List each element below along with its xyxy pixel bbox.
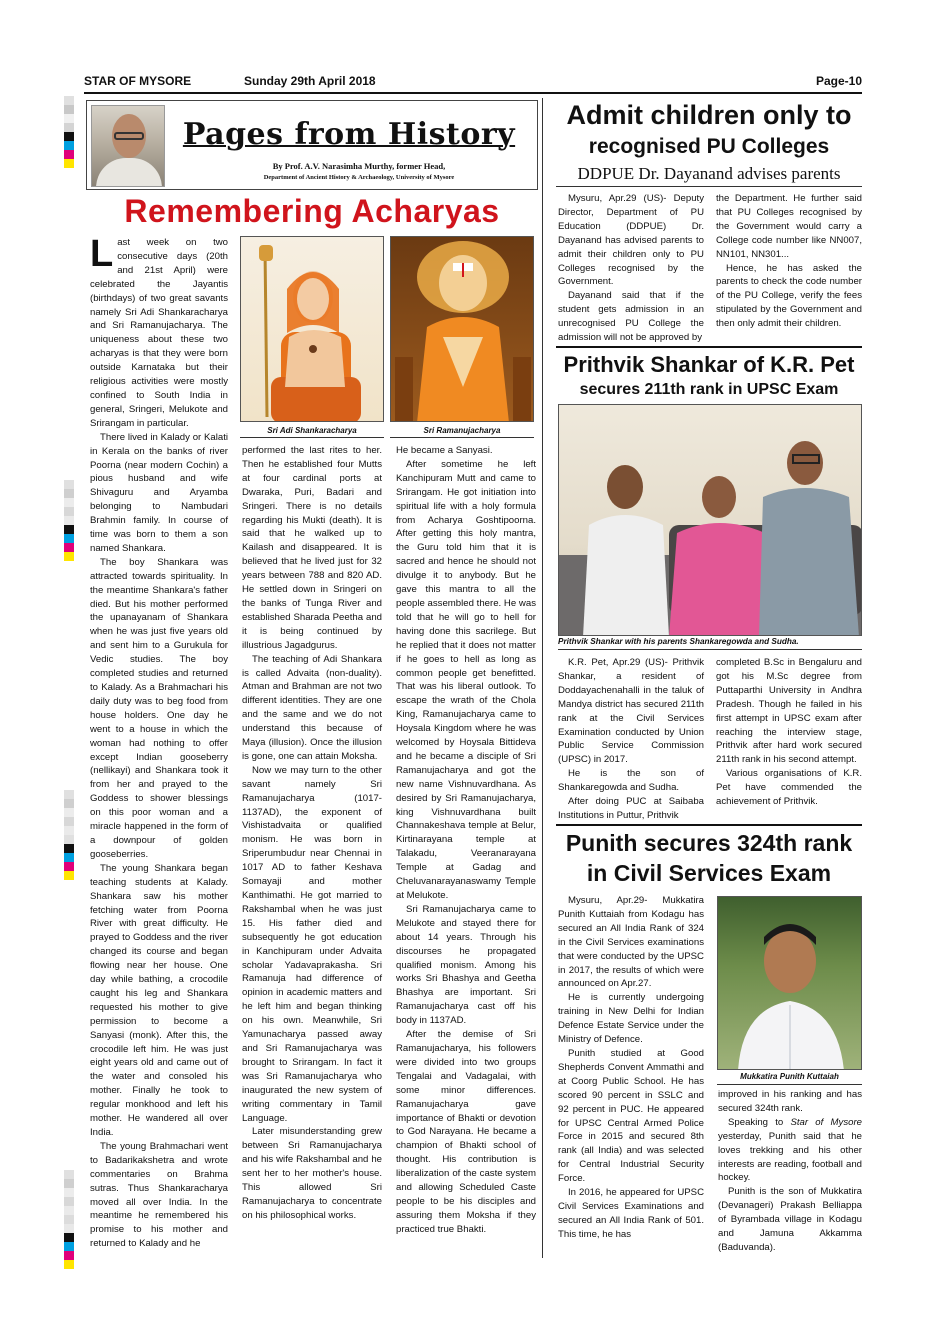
author-portrait bbox=[91, 105, 165, 187]
history-column-1 bbox=[90, 233, 228, 1251]
paragraph: Speaking to Star of Mysore yesterday, Punith said that he loves trekking and his other interests are reading, football and hockey. bbox=[718, 1116, 862, 1184]
prithvik-headline: Prithvik Shankar of K.R. Pet bbox=[563, 352, 855, 377]
paragraph: In 2016, he appeared for UPSC Civil Services Examinations and secured an All India Rank of 501. This time, he has bbox=[558, 1187, 704, 1240]
drop-cap: L bbox=[90, 233, 114, 275]
prithvik-subhead: secures 211th rank in UPSC Exam bbox=[579, 381, 839, 398]
header-rule bbox=[84, 92, 862, 94]
admit-subhead: DDPUE Dr. Dayanand advises parents bbox=[577, 164, 841, 183]
print-color-marks bbox=[64, 480, 74, 561]
paragraph: The teaching of Adi Shankara is called Advaita (non-duality). Atman and Brahman are not two different identities. They are one and the same and we do not understand this because of Maya (illusion). Once the illusion is gone, one can attain Moksha. bbox=[242, 653, 382, 762]
paragraph: He is the son of Shankaregowda and Sudha. bbox=[558, 768, 704, 794]
paragraph: Mysuru, Apr.29 (US)- Deputy Director, Department of PU Education (DDPUE) Dr. Dayanand has advised parents to admit their children only to PU Colleges recognised by the Government. bbox=[558, 193, 704, 288]
headline-line-1: Punith secures 324th rank bbox=[565, 830, 853, 856]
page-header bbox=[84, 74, 862, 92]
headline-line-1: Admit children only to bbox=[566, 100, 852, 130]
admit-headline bbox=[545, 100, 873, 162]
newspaper-name-italic: Star of Mysore bbox=[790, 1116, 862, 1128]
subhead-rule bbox=[556, 186, 862, 187]
history-column-3 bbox=[396, 444, 536, 1237]
paragraph: There lived in Kalady or Kalati in Kerala on the banks of river Poorna (near modern Cochin) a pious husband and wife Shivaguru and Aryamba belonging to Nambudari Brahmin family. In course of time was born to them a son named Shankara. bbox=[90, 431, 228, 554]
paragraph: Various organisations of K.R. Pet have commended the achievement of Prithvik. bbox=[716, 768, 862, 808]
paragraph: After doing PUC at Saibaba Institutions in Puttur, Prithvik bbox=[558, 796, 704, 821]
punith-column-1 bbox=[558, 894, 704, 1242]
newspaper-name: STAR OF MYSORE bbox=[84, 74, 192, 88]
paragraph: Mysuru, Apr.29- Mukkatira Punith Kuttaiah from Kodagu has secured an All India Rank of 324 in the Civil Services examinations that were conducted by the UPSC in 2017, the results of which were announced on Apr.27. bbox=[558, 895, 704, 990]
article-divider bbox=[556, 346, 862, 348]
caption-rule bbox=[390, 437, 534, 438]
page-number: Page-10 bbox=[815, 74, 862, 88]
paragraph: After sometime he left Kanchipuram Mutt and came to Srirangam. He got initiation into spiritual life with a holy formula from Acharya Goshtipoorna. After getting this holy mantra, the Guru told him that it is sacred and hence he should not divulge it to anybody. But he gave this mantra to all the people assembled there. He was told that he will go to hell for having done this sacrilege. But he replied that it does not matter if he goes to hell as long as common people get benefitted. That was his liberal outlook. To escape the wrath of the Chola King, Ramanujacharya came to Hoysala Kingdom where he was welcomed by Hoysala Bittideva and he became a disciple of Sri Ramanujacharya and got the new name Vishnuvardhana. As desired by Sri Ramanujacharya, king Vishnuvardhana built Channakeshava temple at Belur, Kirtinarayana temple at Talakadu, Veeranarayana Temple at Gadag and Cheluvanarayanaswamy Temple at Melukote. bbox=[396, 458, 536, 901]
paragraph: He is currently undergoing training in New Delhi for Indian Defence Estate Service under the Ministry of Defence. bbox=[558, 992, 704, 1046]
prithvik-photo-caption: Prithvik Shankar with his parents Shankaregowda and Sudha. bbox=[558, 637, 799, 646]
caption-rule bbox=[558, 649, 862, 650]
paragraph: Now we may turn to the other savant namely Sri Ramanujacharya (1017-1137AD), the exponent of Vishistadvaita or qualified monism. He was born in Sriperumbudur near Chennai in 1017 AD to father Keshava Somayaji and mother Kanthimathi. He got married to Rakshambal when he was just 15. His father died and subsequently he got education in Kanchipuram under Advaita scholar Yadavaprakasha. Sri Ramanuja had difference of opinion in academic matters and he left him and began thinking on his own. Meanwhile, Sri Yamunacharya passed away and Sri Ramanujacharya was brought to Srirangam. In fact it was Sri Ramanujacharya who inaugurated the new system of writing commentary in Tamil Language. bbox=[242, 764, 382, 1124]
issue-date: Sunday 29th April 2018 bbox=[244, 74, 376, 88]
pages-from-history-banner bbox=[86, 100, 538, 190]
image-caption: Sri Adi Shankaracharya bbox=[267, 426, 357, 435]
paragraph: The boy Shankara was attracted towards spirituality. In the meantime Shankara's father died. But his mother performed the upanayanam of Shankara when he was just five years old and sent him to a Gurukula for Vedic studies. The boy completed studies and returned to Kalady. As a Brahmachari his daily duty was to beg food from house holders. One day he went to a house in which the woman had nothing to offer except Indian gooseberry (nellikayi) and Shankara took it from her and prayed to the Goddess to shower blessings on this poor woman and a miracle happened in the form of a downpour of golden gooseberries. bbox=[90, 556, 228, 860]
print-color-marks bbox=[64, 1170, 74, 1269]
image-caption: Sri Ramanujacharya bbox=[423, 426, 501, 435]
headline-line-2: recognised PU Colleges bbox=[588, 135, 830, 158]
paragraph: Punith studied at Good Shepherds Convent Ammathi and at Coorg Public School. He has scored 90 percent in SSLC and 92 percent in PUC. He appeared for UPSC Central Armed Police Force in 2015 and secured 8th rank (all India) and was selected for Central Industrial Security Force. bbox=[558, 1047, 704, 1185]
admit-column-1 bbox=[558, 192, 704, 345]
prithvik-column-2 bbox=[716, 656, 862, 809]
print-color-marks bbox=[64, 790, 74, 880]
paragraph: Dayanand said that if the student gets admission in an unrecognised PU College the admission will not be approved by bbox=[558, 290, 704, 344]
ramanujacharya-image bbox=[390, 236, 534, 422]
paragraph: performed the last rites to her. Then he established four Mutts at four cardinal ports at Dwaraka, Puri, Badari and Sringeri. There is no details regarding his Mukti (death). It is said that he walked up to Kailash and disappeared. It is believed that he lived just for 32 years between 788 and 820 AD. He settled down in Sringeri on the banks of Tunga River and established Sharada Peetha and it is being continued by illustrious Jagadgurus. bbox=[242, 445, 382, 651]
prithvik-column-1 bbox=[558, 656, 704, 823]
paragraph: The young Brahmachari went to Badarikakshetra and wrote commentaries on Brahma sutras. Thus Shankaracharya moved all over India. In the meantime he remembered his promise to his mother and returned to Kalady and he bbox=[90, 1140, 228, 1250]
paragraph: He became a Sanyasi. bbox=[396, 445, 493, 456]
paragraph: Sri Ramanujacharya came to Melukote and stayed there for about 14 years. Through his discourses he propagated qualified monism. Among his works Sri Bhashya and Geetha Bhashya are important. Sri Ramanujacharya cast off his body in 1137AD. bbox=[396, 903, 536, 1027]
paragraph: The young Shankara began teaching students at Kalady. Shankara saw his mother fetching water from Poorna River with great difficulty. He prayed to Goddess and the river changed its course and began flowing near her house. One day while bathing, a crocodile caught his leg and Shankara requested his mother to give permission to become a Sanyasi (monk). After this, the crocodile left him. He was just eight years old and came out of the water and consoled his mother. Finally he took to regular monkhood and left his mother. He wandered all over India. bbox=[90, 862, 228, 1138]
paragraph: Later misunderstanding grew between Sri Ramanujacharya and his wife Rakshambal and he sent her to her mother's house. This allowed Sri Ramanujacharya to concentrate on his philosophical works. bbox=[242, 1126, 382, 1221]
author-department: Department of Ancient History & Archaeology, University of Mysore bbox=[263, 174, 455, 181]
paragraph: the Department. He further said that PU Colleges recognised by the Government would carry a College code number like NN007, NN101, NN301... bbox=[716, 193, 862, 260]
paragraph: Hence, he has asked the parents to check the code number of the PU College, verify the fees stipulated by the Government and then only admit their children. bbox=[716, 262, 862, 330]
paragraph: ast week on two consecutive days (20th and 21st April) were celebrated the Jayantis (birthdays) of two great savants namely Sri Adi Shankaracharya and Sri Ramanujacharya. The uniqueness about these two acharyas is that they were born outside Karnataka but their religious activities were mostly confined to South India in general, Sringeri, Melukote and Srirangam in particular. bbox=[90, 237, 228, 429]
history-column-2 bbox=[242, 444, 382, 1223]
punith-photo bbox=[717, 896, 862, 1070]
punith-column-2 bbox=[718, 1088, 862, 1255]
paragraph: K.R. Pet, Apr.29 (US)- Prithvik Shankar, a resident of Doddayachenahalli in the taluk of Mandya district has secured 211th rank at the Civil Services Examination conducted by Union Public Service Commission (UPSC) in 2017. bbox=[558, 657, 704, 766]
print-color-marks bbox=[64, 96, 74, 168]
caption-rule bbox=[717, 1084, 862, 1085]
prithvik-family-photo bbox=[558, 404, 862, 636]
headline-line-2: in Civil Services Exam bbox=[586, 860, 832, 886]
byline: By Prof. A.V. Narasimha Murthy, former Head, bbox=[272, 161, 446, 171]
shankaracharya-image bbox=[240, 236, 384, 422]
admit-column-2 bbox=[716, 192, 862, 331]
caption-rule bbox=[240, 437, 384, 438]
article-divider bbox=[556, 824, 862, 826]
section-title: Pages from History bbox=[182, 117, 516, 152]
column-divider bbox=[542, 98, 543, 1258]
paragraph: completed B.Sc in Bengaluru and got his M.Sc degree from Puttaparthi University in Andhra Pradesh. Though he failed in his first attempt in UPSC exam after reaching the interview stage, Prithvik after hard work secured 211th rank in his second attempt. bbox=[716, 657, 862, 766]
paragraph: improved in his ranking and has secured 324th rank. bbox=[718, 1089, 862, 1114]
article-headline: Remembering Acharyas bbox=[124, 193, 500, 229]
paragraph: Punith is the son of Mukkatira (Devanageri) Prakash Belliappa of Byrambada village in Kodagu and Jamuna Akkamma (Baduvanda). bbox=[718, 1186, 862, 1253]
punith-photo-caption: Mukkatira Punith Kuttaiah bbox=[740, 1072, 839, 1081]
punith-headline bbox=[545, 828, 873, 888]
paragraph: After the demise of Sri Ramanujacharya, his followers were divided into two groups Tengalai and Vadagalai, with some minor differences. Ramanujacharya gave importance of Bhakti or devotion to God Narayana. He became a champion of Bhakti school of thought. His contribution is liberalization of the caste system and allowing Scheduled Caste people to be his disciples and assuring them Moksha if they practiced true Bhakti. bbox=[396, 1029, 536, 1235]
